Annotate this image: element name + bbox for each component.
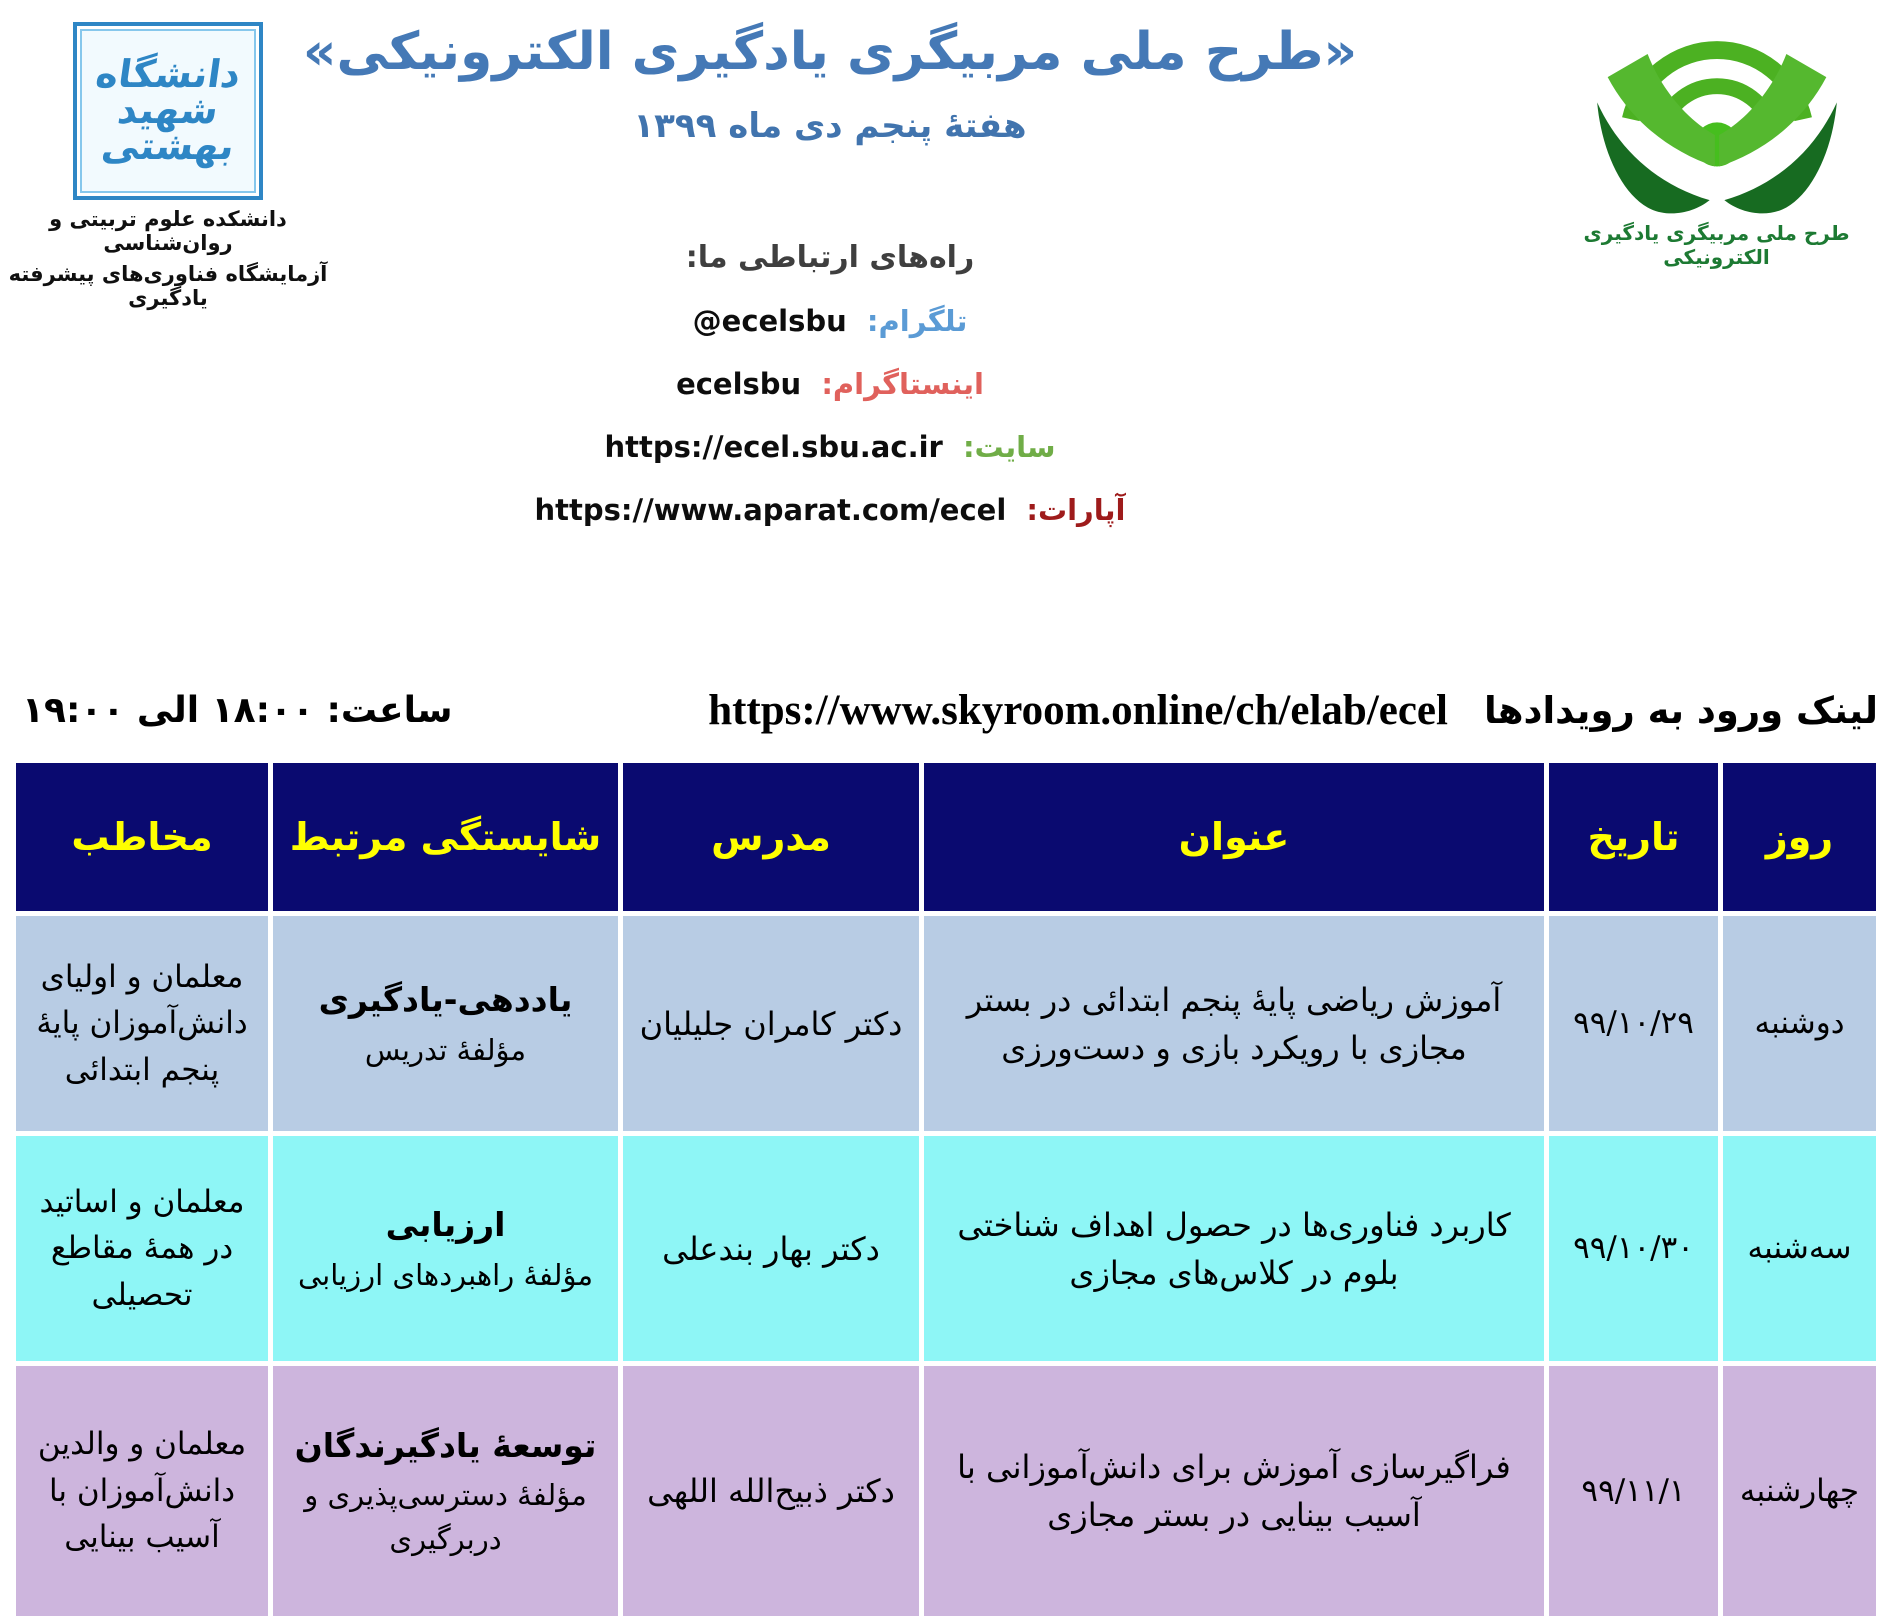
elearning-coaching-logo-icon xyxy=(1587,12,1847,217)
table-row xyxy=(16,916,1876,1131)
competency-main: یاددهی-یادگیری xyxy=(318,980,573,1019)
event-link-group xyxy=(708,686,1878,735)
telegram-label: تلگرام: xyxy=(866,304,968,338)
column-header-instructor: مدرس xyxy=(623,763,919,911)
cell-audience: معلمان و اولیای دانش‌آموزان پایهٔ پنجم ابتدائی xyxy=(16,916,268,1131)
cell-session-title: آموزش ریاضی پایهٔ پنجم ابتدائی در بستر مجازی با رویکرد بازی و دست‌ورزی xyxy=(924,916,1544,1131)
instagram-handle[interactable]: ecelsbu xyxy=(676,367,802,401)
faculty-name: دانشکده علوم تربیتی و روان‌شناسی xyxy=(49,207,287,255)
competency-main: ارزیابی xyxy=(385,1205,506,1244)
instagram-label: اینستاگرام: xyxy=(821,367,984,401)
sbu-logo-word: بهشتی xyxy=(99,123,238,168)
website-label: سایت: xyxy=(962,430,1056,464)
column-header-audience: مخاطب xyxy=(16,763,268,911)
cell-session-title: فراگیرسازی آموزش برای دانش‌آموزانی با آسیب بینایی در بستر مجازی xyxy=(924,1366,1544,1616)
contact-heading: راه‌های ارتباطی ما: xyxy=(685,240,975,275)
column-header-title: عنوان xyxy=(924,763,1544,911)
center-column xyxy=(300,22,1360,527)
cell-audience: معلمان و والدین دانش‌آموزان با آسیب بینایی xyxy=(16,1366,268,1616)
aparat-url[interactable]: https://www.aparat.com/ecel xyxy=(534,493,1007,527)
contact-line-instagram xyxy=(300,367,1360,401)
page-title: «طرح ملی مربیگری یادگیری الکترونیکی» xyxy=(302,22,1358,82)
sbu-university-logo xyxy=(73,22,263,200)
column-header-date: تاریخ xyxy=(1549,763,1718,911)
cell-competency xyxy=(273,916,618,1131)
page-subtitle: هفتهٔ پنجم دی ماه ۱۳۹۹ xyxy=(633,106,1027,146)
website-url[interactable]: https://ecel.sbu.ac.ir xyxy=(604,430,943,464)
aparat-label: آپارات: xyxy=(1026,493,1126,527)
cell-instructor: دکتر کامران جلیلیان xyxy=(623,916,919,1131)
cell-session-title: کاربرد فناوری‌ها در حصول اهداف شناختی بلوم در کلاس‌های مجازی xyxy=(924,1136,1544,1361)
sbu-logo-word: شهید xyxy=(115,88,222,133)
competency-main: توسعهٔ یادگیرندگان xyxy=(294,1425,597,1465)
cell-competency xyxy=(273,1366,618,1616)
cell-date: ۹۹/۱۱/۱ xyxy=(1549,1366,1718,1616)
contact-line-website xyxy=(300,430,1360,464)
event-time: ساعت: ۱۸:۰۰ الی ۱۹:۰۰ xyxy=(22,690,453,731)
cell-instructor: دکتر بهار بندعلی xyxy=(623,1136,919,1361)
university-logo-block xyxy=(8,22,328,310)
lab-name: آزمایشگاه فناوری‌های پیشرفته یادگیری xyxy=(8,262,328,310)
table-row xyxy=(16,1136,1876,1361)
competency-sub: مؤلفهٔ راهبردهای ارزیابی xyxy=(297,1257,594,1292)
column-header-competency: شایستگی مرتبط xyxy=(273,763,618,911)
table-row xyxy=(16,1366,1876,1616)
event-link-label: لینک ورود به رویدادها xyxy=(1483,689,1878,732)
contact-line-telegram xyxy=(300,304,1360,338)
schedule-header-row xyxy=(16,763,1876,911)
sbu-logo-word: دانشگاه xyxy=(92,52,244,97)
cell-day: چهارشنبه xyxy=(1723,1366,1876,1616)
column-header-day: روز xyxy=(1723,763,1876,911)
schedule-table xyxy=(11,758,1881,1620)
event-link-row xyxy=(22,686,1878,735)
cell-day: دوشنبه xyxy=(1723,916,1876,1131)
cell-date: ۹۹/۱۰/۲۹ xyxy=(1549,916,1718,1131)
competency-sub: مؤلفهٔ دسترسی‌پذیری و دربرگیری xyxy=(304,1478,587,1556)
plan-logo-block xyxy=(1549,12,1884,269)
cell-date: ۹۹/۱۰/۳۰ xyxy=(1549,1136,1718,1361)
cell-instructor: دکتر ذبیح‌الله اللهی xyxy=(623,1366,919,1616)
cell-audience: معلمان و اساتید در همهٔ مقاطع تحصیلی xyxy=(16,1136,268,1361)
plan-logo-caption: طرح ملی مربیگری یادگیری الکترونیکی xyxy=(1583,221,1850,269)
skyroom-link[interactable]: https://www.skyroom.online/ch/elab/ecel xyxy=(708,687,1448,734)
contact-line-aparat xyxy=(300,493,1360,527)
cell-competency xyxy=(273,1136,618,1361)
competency-sub: مؤلفهٔ تدریس xyxy=(364,1032,527,1067)
cell-day: سه‌شنبه xyxy=(1723,1136,1876,1361)
telegram-handle[interactable]: @ecelsbu xyxy=(692,304,847,338)
